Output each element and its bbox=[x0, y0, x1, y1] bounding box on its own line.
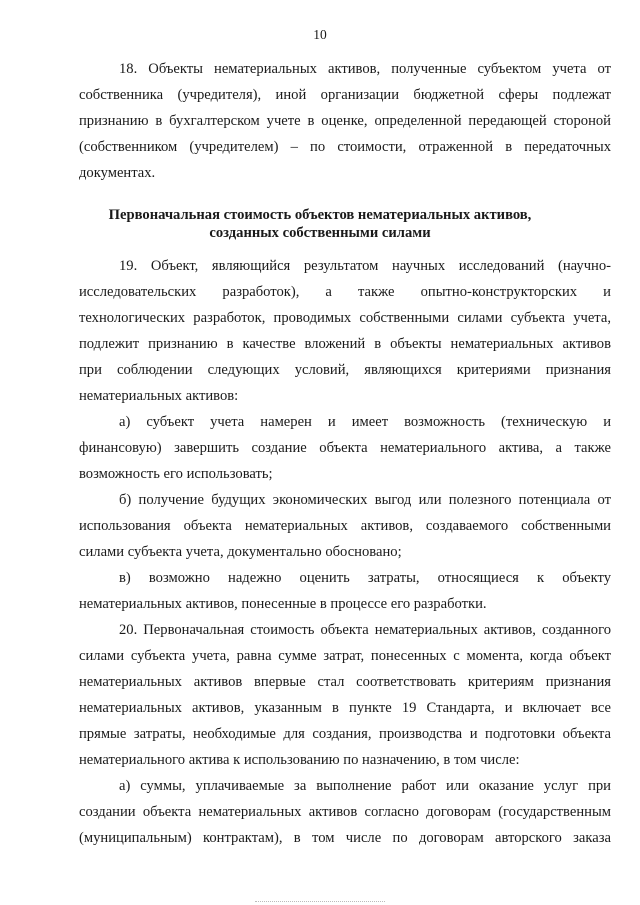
paragraph-line: 18. Объекты нематериальных активов, полученные субъектом учета от bbox=[119, 61, 611, 77]
paragraph-line: б) получение будущих экономических выгод или полезного потенциала от bbox=[119, 492, 611, 508]
paragraph-line: создании объекта нематериальных активов согласно договорам (государственным bbox=[79, 804, 611, 820]
paragraph-line: использования объекта нематериальных активов, создаваемого собственными bbox=[79, 518, 611, 534]
paragraph-line: (муниципальным) контрактам), в том числе по договорам авторского заказа bbox=[79, 830, 611, 846]
heading-line: созданных собственными силами bbox=[209, 225, 431, 241]
paragraph-line: исследовательских разработок), а также опытно-конструкторских и bbox=[79, 284, 611, 300]
paragraph-line: возможность его использовать; bbox=[79, 466, 273, 482]
paragraph-line: 20. Первоначальная стоимость объекта нематериальных активов, созданного bbox=[119, 622, 611, 638]
paragraph-line: технологических разработок, проводимых собственными силами субъекта учета, bbox=[79, 310, 611, 326]
paragraph-line: 19. Объект, являющийся результатом научных исследований (научно- bbox=[119, 258, 611, 274]
paragraph-line: при соблюдении следующих условий, являющихся критериями признания bbox=[79, 362, 611, 378]
paragraph-line: нематериальных активов, указанным в пункте 19 Стандарта, и включает все bbox=[79, 700, 611, 716]
heading-line: Первоначальная стоимость объектов нематериальных активов, bbox=[108, 207, 532, 223]
paragraph-line: нематериальных активов, понесенные в процессе его разработки. bbox=[79, 596, 487, 612]
paragraph-line: (собственником (учредителем) – по стоимости, отраженной в передаточных bbox=[79, 139, 611, 155]
paragraph-line: силами субъекта учета, равна сумме затрат, понесенных с момента, когда объект bbox=[79, 648, 611, 664]
paragraph-line: нематериального актива к использованию по назначению, в том числе: bbox=[79, 752, 520, 768]
paragraph-line: силами субъекта учета, документально обосновано; bbox=[79, 544, 402, 560]
paragraph-line: прямые затраты, необходимые для создания, производства и подготовки объекта bbox=[79, 726, 611, 742]
paragraph-line: в) возможно надежно оценить затраты, относящиеся к объекту bbox=[119, 570, 611, 586]
scan-edge-artifact bbox=[255, 901, 385, 905]
paragraph-line: нематериальных активов: bbox=[79, 388, 239, 404]
paragraph-line: подлежит признанию в качестве вложений в объекты нематериальных активов bbox=[79, 336, 611, 352]
page-number: 10 bbox=[313, 27, 327, 42]
paragraph-line: финансовую) завершить создание объекта нематериального актива, а также bbox=[79, 440, 611, 456]
paragraph-line: нематериальных активов впервые стал соответствовать критериям признания bbox=[79, 674, 611, 690]
paragraph-line: а) суммы, уплачиваемые за выполнение работ или оказание услуг при bbox=[119, 778, 611, 794]
paragraph-line: документах. bbox=[79, 165, 156, 181]
paragraph-line: а) субъект учета намерен и имеет возможность (техническую и bbox=[119, 414, 611, 430]
paragraph-line: собственника (учредителя), иной организации бюджетной сферы подлежат bbox=[79, 87, 611, 103]
paragraph-line: признанию в бухгалтерском учете в оценке, определенной передающей стороной bbox=[79, 113, 611, 129]
